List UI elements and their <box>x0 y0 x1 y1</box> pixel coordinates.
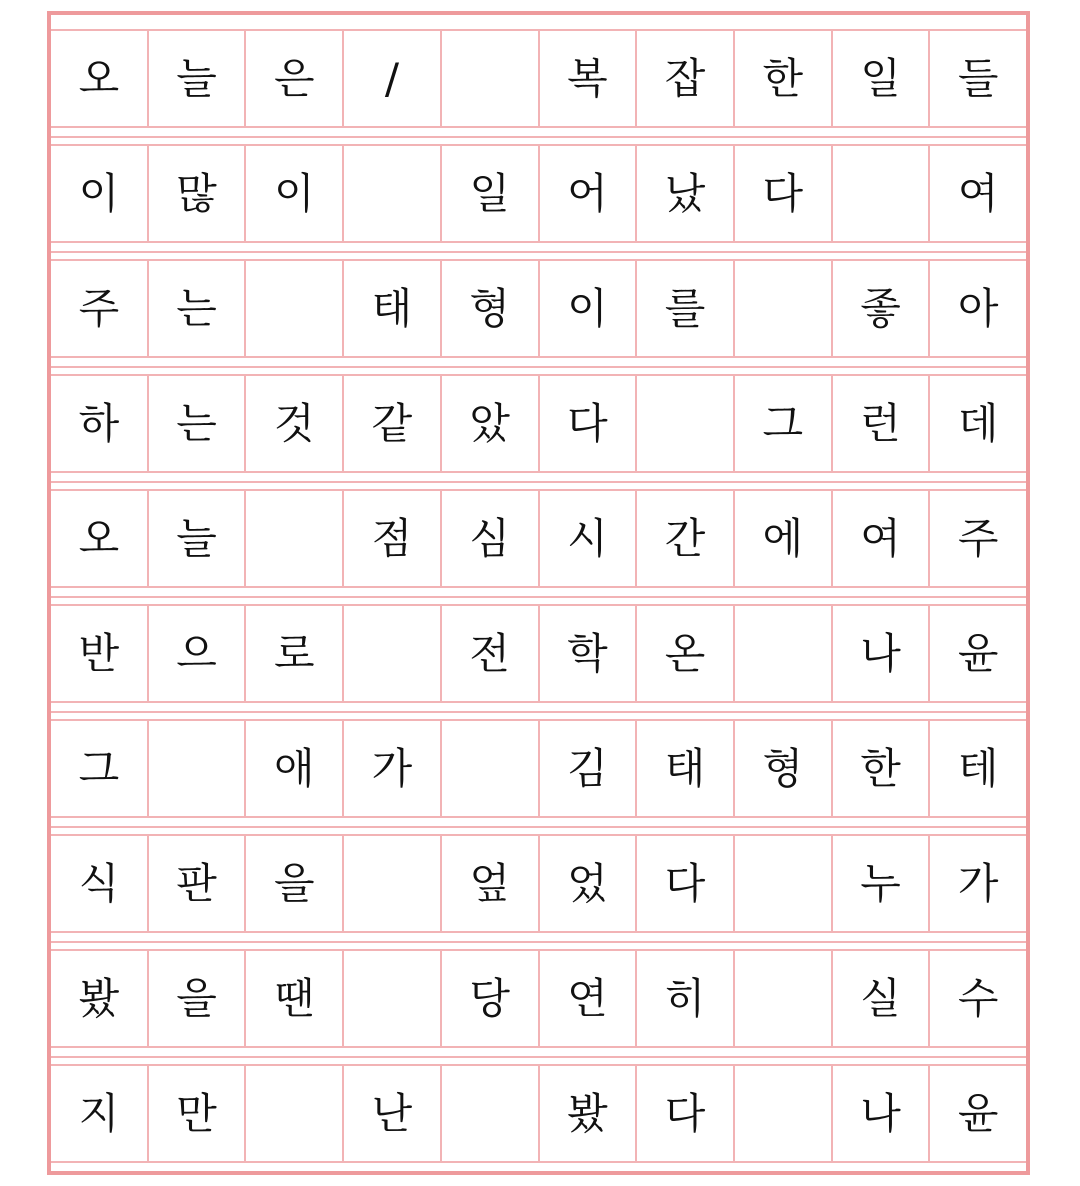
manuscript-cell: 좋 <box>833 261 931 356</box>
manuscript-cell <box>442 1066 540 1161</box>
manuscript-cell: 만 <box>149 1066 247 1161</box>
manuscript-row <box>51 834 1026 933</box>
manuscript-cell: 봤 <box>540 1066 638 1161</box>
row-gap-line <box>51 481 1026 483</box>
manuscript-cell: / <box>344 31 442 126</box>
row-gap-line <box>51 941 1026 943</box>
manuscript-cell: 심 <box>442 491 540 586</box>
manuscript-cell: 한 <box>833 721 931 816</box>
manuscript-cell: 데 <box>957 398 999 448</box>
manuscript-cell: 애 <box>246 721 344 816</box>
manuscript-cell: 는 <box>149 376 247 471</box>
manuscript-cell: 오 <box>51 31 149 126</box>
manuscript-cell <box>442 31 540 126</box>
manuscript-cell: 온 <box>637 606 735 701</box>
manuscript-cell: 다 <box>735 146 833 241</box>
manuscript-cell: 이 <box>540 261 638 356</box>
manuscript-cell: 를 <box>637 261 735 356</box>
manuscript-cell: 학 <box>540 606 638 701</box>
manuscript-cell <box>344 951 442 1046</box>
manuscript-row <box>51 374 1026 473</box>
manuscript-cell: 반 <box>51 606 149 701</box>
manuscript-cell: 났 <box>637 146 735 241</box>
manuscript-cell <box>735 951 833 1046</box>
manuscript-cell: 은 <box>246 31 344 126</box>
manuscript-cell: 잡 <box>637 31 735 126</box>
manuscript-cell: 태 <box>344 261 442 356</box>
manuscript-cell <box>637 376 735 471</box>
manuscript-cell: 로 <box>246 606 344 701</box>
manuscript-cell <box>735 836 833 931</box>
manuscript-cell <box>735 261 833 356</box>
manuscript-cell <box>246 261 344 356</box>
manuscript-cell <box>344 146 442 241</box>
manuscript-row <box>51 29 1026 128</box>
manuscript-cell: 아 <box>957 283 999 333</box>
manuscript-cell: 형 <box>735 721 833 816</box>
manuscript-cell: 가 <box>344 721 442 816</box>
manuscript-cell: 판 <box>149 836 247 931</box>
manuscript-row <box>51 489 1026 588</box>
manuscript-cell: 형 <box>442 261 540 356</box>
manuscript-cell: 늘 <box>149 491 247 586</box>
manuscript-cell: 으 <box>149 606 247 701</box>
manuscript-cell <box>442 721 540 816</box>
manuscript-cell: 런 <box>833 376 931 471</box>
manuscript-cell: 다 <box>637 1066 735 1161</box>
manuscript-row <box>51 259 1026 358</box>
row-gap-line <box>51 136 1026 138</box>
manuscript-cell: 점 <box>344 491 442 586</box>
manuscript-row <box>51 949 1026 1048</box>
manuscript-cell: 당 <box>442 951 540 1046</box>
manuscript-cell: 다 <box>540 376 638 471</box>
manuscript-cell: 었 <box>540 836 638 931</box>
manuscript-cell: 나 <box>833 1066 931 1161</box>
row-gap-line <box>51 596 1026 598</box>
manuscript-cell: 그 <box>735 376 833 471</box>
manuscript-cell <box>149 721 247 816</box>
manuscript-cell: 주 <box>51 261 149 356</box>
manuscript-cell: 지 <box>51 1066 149 1161</box>
manuscript-cell: 복 <box>540 31 638 126</box>
manuscript-cell <box>833 146 931 241</box>
manuscript-cell: 땐 <box>246 951 344 1046</box>
manuscript-cell: 것 <box>246 376 344 471</box>
manuscript-cell: 가 <box>957 858 999 908</box>
manuscript-cell: 았 <box>442 376 540 471</box>
manuscript-cell: 전 <box>442 606 540 701</box>
manuscript-cell: 주 <box>957 513 999 563</box>
manuscript-cell: 여 <box>833 491 931 586</box>
manuscript-cell: 일 <box>833 31 931 126</box>
manuscript-cell: 봤 <box>51 951 149 1046</box>
manuscript-cell: 김 <box>540 721 638 816</box>
manuscript-cell <box>344 836 442 931</box>
manuscript-cell: 는 <box>149 261 247 356</box>
manuscript-cell <box>735 606 833 701</box>
manuscript-cell: 한 <box>735 31 833 126</box>
manuscript-row <box>51 604 1026 703</box>
manuscript-cell: 을 <box>246 836 344 931</box>
manuscript-cell: 일 <box>442 146 540 241</box>
manuscript-cell: 그 <box>51 721 149 816</box>
manuscript-cell: 같 <box>344 376 442 471</box>
row-gap-line <box>51 251 1026 253</box>
manuscript-cell: 다 <box>637 836 735 931</box>
manuscript-cell: 이 <box>51 146 149 241</box>
manuscript-cell: 많 <box>149 146 247 241</box>
manuscript-cell: 난 <box>344 1066 442 1161</box>
manuscript-cell <box>246 1066 344 1161</box>
manuscript-cell: 엎 <box>442 836 540 931</box>
manuscript-paper <box>47 11 1030 1175</box>
manuscript-cell: 윤 <box>957 628 999 678</box>
manuscript-cell: 태 <box>637 721 735 816</box>
manuscript-cell: 을 <box>149 951 247 1046</box>
manuscript-cell: 식 <box>51 836 149 931</box>
manuscript-cell: 실 <box>833 951 931 1046</box>
manuscript-cell: 하 <box>51 376 149 471</box>
manuscript-cell: 히 <box>637 951 735 1046</box>
manuscript-cell: 들 <box>957 53 999 103</box>
manuscript-cell <box>735 1066 833 1161</box>
row-gap-line <box>51 366 1026 368</box>
manuscript-cell: 에 <box>735 491 833 586</box>
manuscript-row <box>51 719 1026 818</box>
manuscript-row <box>51 144 1026 243</box>
manuscript-cell: 늘 <box>149 31 247 126</box>
manuscript-cell: 누 <box>833 836 931 931</box>
manuscript-cell: 간 <box>637 491 735 586</box>
manuscript-cell: 연 <box>540 951 638 1046</box>
manuscript-cell: 오 <box>51 491 149 586</box>
row-gap-line <box>51 1056 1026 1058</box>
manuscript-cell <box>344 606 442 701</box>
manuscript-cell: 이 <box>246 146 344 241</box>
manuscript-cell: 어 <box>540 146 638 241</box>
manuscript-cell <box>246 491 344 586</box>
manuscript-cell: 윤 <box>957 1088 999 1138</box>
row-gap-line <box>51 826 1026 828</box>
manuscript-cell: 수 <box>957 973 999 1023</box>
manuscript-cell: 여 <box>957 168 999 218</box>
manuscript-cell: 시 <box>540 491 638 586</box>
manuscript-cell: 테 <box>957 743 999 793</box>
row-gap-line <box>51 711 1026 713</box>
manuscript-cell: 나 <box>833 606 931 701</box>
manuscript-row <box>51 1064 1026 1163</box>
